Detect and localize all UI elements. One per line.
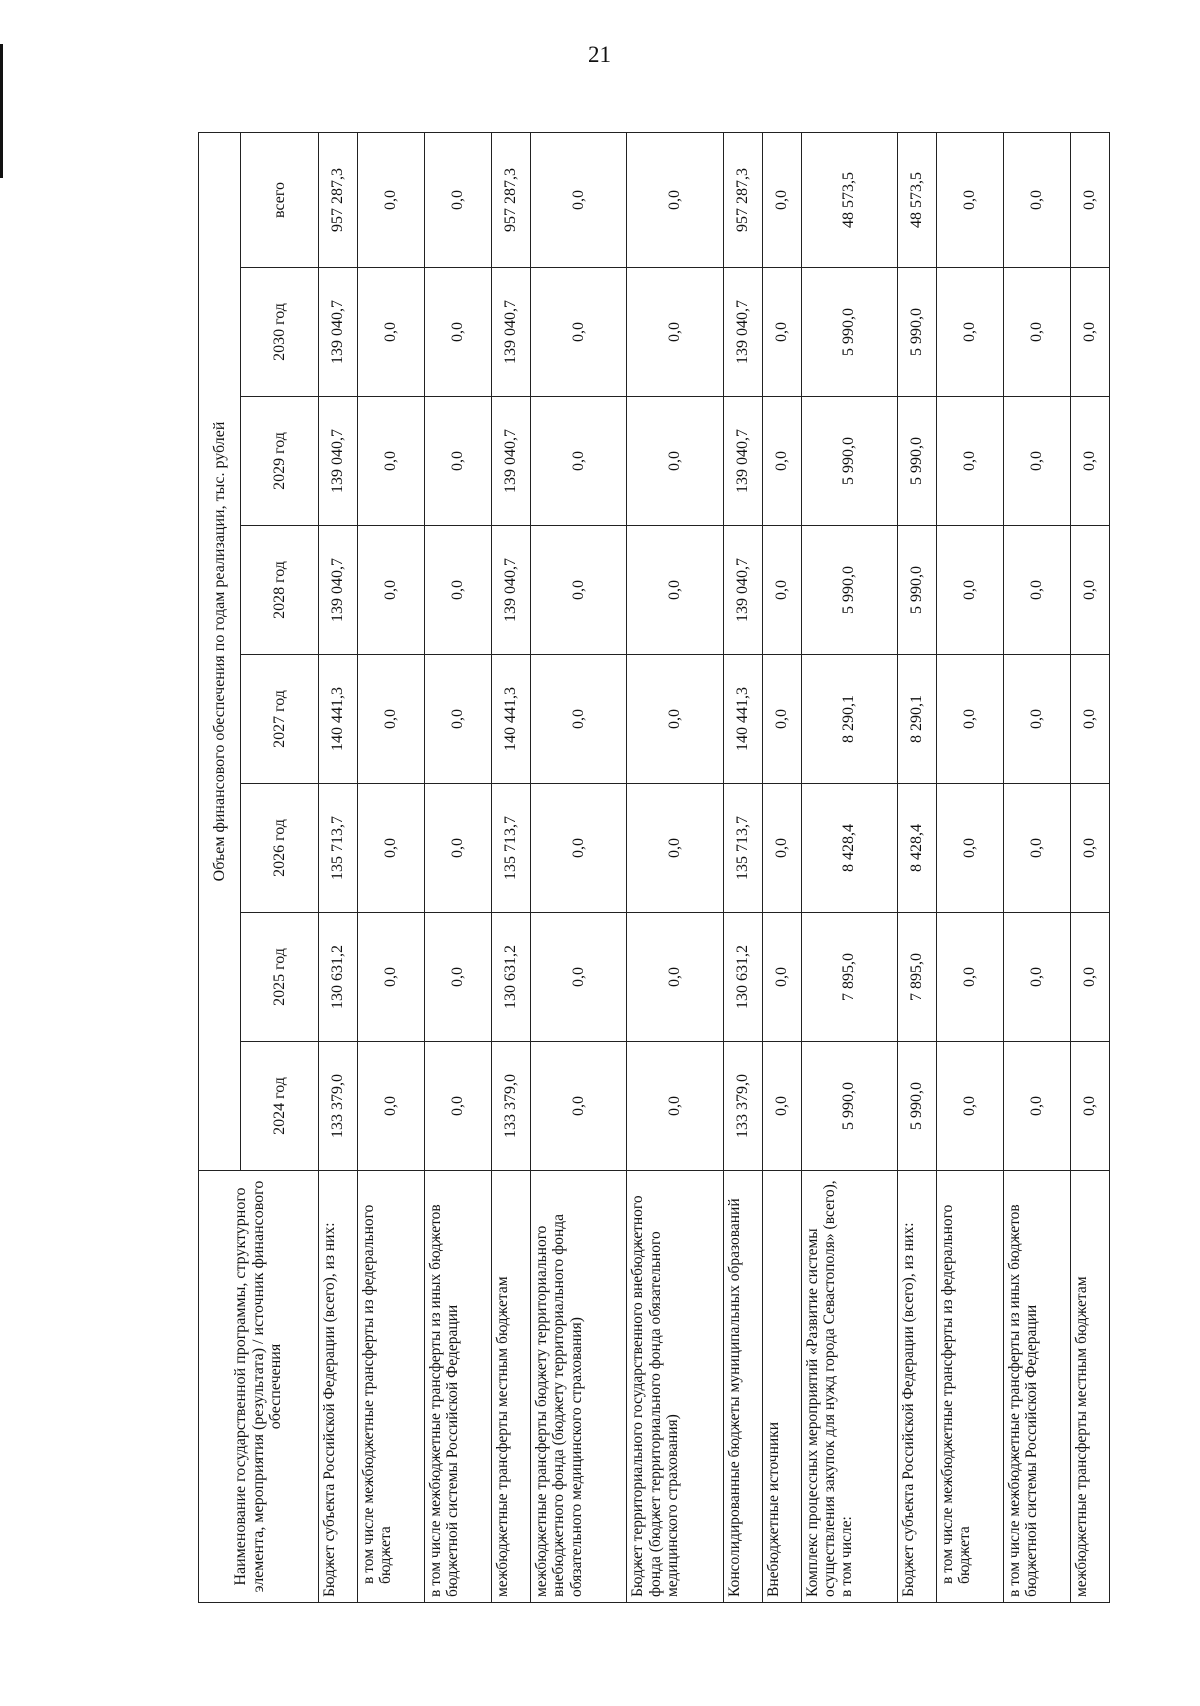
table-row (936, 132, 1003, 1602)
row-year-value: 0,0 (357, 784, 424, 913)
row-year-value: 135 713,7 (492, 784, 531, 913)
row-total-value: 957 287,3 (319, 132, 358, 267)
row-source-name: в том числе межбюджетные трансферты из федерального бюджета (936, 1171, 1003, 1603)
row-source-name: в том числе межбюджетные трансферты из иных бюджетов бюджетной системы Российской Федерации (424, 1171, 491, 1603)
row-total-value: 0,0 (1004, 132, 1071, 267)
row-source-name: межбюджетные трансферты бюджету территориального внебюджетного фонда (бюджету территориального фонда обязательного медицинского страхования) (530, 1171, 627, 1603)
row-year-value: 0,0 (1071, 397, 1110, 526)
row-year-value: 5 990,0 (898, 268, 937, 397)
row-source-name: Комплекс процессных мероприятий «Развитие системы осуществления закупок для нужд города Севастополя» (всего), в том числе: (801, 1171, 898, 1603)
financing-table-frame (198, 133, 1110, 1603)
row-year-value: 0,0 (357, 268, 424, 397)
row-source-name: межбюджетные трансферты местным бюджетам (492, 1171, 531, 1603)
year-header: 2028 год (241, 526, 319, 655)
row-year-value: 0,0 (627, 1042, 724, 1171)
row-total-value: 0,0 (936, 132, 1003, 267)
header-group: Объем финансового обеспечения по годам реализации, тыс. рублей (199, 132, 241, 1170)
table-row (762, 132, 801, 1602)
row-year-value: 0,0 (936, 1042, 1003, 1171)
year-header: 2027 год (241, 655, 319, 784)
row-year-value: 0,0 (424, 913, 491, 1042)
row-year-value: 5 990,0 (801, 268, 898, 397)
row-year-value: 0,0 (1004, 784, 1071, 913)
row-year-value: 0,0 (936, 526, 1003, 655)
row-year-value: 139 040,7 (319, 526, 358, 655)
row-year-value: 0,0 (627, 784, 724, 913)
row-year-value: 0,0 (424, 526, 491, 655)
row-year-value: 130 631,2 (492, 913, 531, 1042)
row-year-value: 0,0 (1004, 526, 1071, 655)
row-year-value: 139 040,7 (724, 268, 763, 397)
margin-bar (0, 44, 3, 178)
row-year-value: 0,0 (424, 1042, 491, 1171)
financing-table (198, 132, 1110, 1603)
row-year-value: 0,0 (762, 1042, 801, 1171)
row-year-value: 139 040,7 (319, 268, 358, 397)
year-header: 2030 год (241, 268, 319, 397)
row-year-value: 139 040,7 (492, 397, 531, 526)
row-year-value: 0,0 (424, 784, 491, 913)
row-year-value: 0,0 (1004, 268, 1071, 397)
row-year-value: 133 379,0 (492, 1042, 531, 1171)
year-header: 2025 год (241, 913, 319, 1042)
row-year-value: 8 290,1 (898, 655, 937, 784)
header-name: Наименование государственной программы, структурного элемента, мероприятия (результата) / источник финансового обеспечения (199, 1171, 319, 1603)
row-year-value: 0,0 (1071, 784, 1110, 913)
row-total-value: 48 573,5 (801, 132, 898, 267)
row-year-value: 0,0 (627, 526, 724, 655)
row-year-value: 8 428,4 (801, 784, 898, 913)
row-year-value: 0,0 (1004, 913, 1071, 1042)
row-source-name: межбюджетные трансферты местным бюджетам (1071, 1171, 1110, 1603)
row-year-value: 0,0 (936, 913, 1003, 1042)
row-year-value: 0,0 (627, 655, 724, 784)
row-year-value: 0,0 (357, 655, 424, 784)
row-source-name: в том числе межбюджетные трансферты из иных бюджетов бюджетной системы Российской Федерации (1004, 1171, 1071, 1603)
row-year-value: 5 990,0 (898, 526, 937, 655)
row-year-value: 133 379,0 (724, 1042, 763, 1171)
row-year-value: 139 040,7 (724, 526, 763, 655)
row-year-value: 5 990,0 (898, 397, 937, 526)
table-row (492, 132, 531, 1602)
row-year-value: 130 631,2 (724, 913, 763, 1042)
row-total-value: 0,0 (357, 132, 424, 267)
row-year-value: 139 040,7 (319, 397, 358, 526)
row-source-name: Бюджет территориального государственного внебюджетного фонда (бюджет территориального фонда обязательного медицинского страхования) (627, 1171, 724, 1603)
row-year-value: 0,0 (357, 397, 424, 526)
row-year-value: 135 713,7 (319, 784, 358, 913)
row-total-value: 0,0 (627, 132, 724, 267)
year-header: 2024 год (241, 1042, 319, 1171)
row-year-value: 0,0 (530, 913, 627, 1042)
row-year-value: 0,0 (424, 655, 491, 784)
row-year-value: 0,0 (530, 784, 627, 913)
row-year-value: 0,0 (936, 397, 1003, 526)
row-year-value: 0,0 (530, 1042, 627, 1171)
row-year-value: 7 895,0 (898, 913, 937, 1042)
row-total-value: 957 287,3 (492, 132, 531, 267)
row-year-value: 5 990,0 (801, 526, 898, 655)
row-source-name: Бюджет субъекта Российской Федерации (всего), из них: (319, 1171, 358, 1603)
row-year-value: 0,0 (936, 268, 1003, 397)
row-year-value: 0,0 (1071, 913, 1110, 1042)
row-year-value: 0,0 (762, 655, 801, 784)
total-header: всего (241, 132, 319, 267)
row-year-value: 5 990,0 (898, 1042, 937, 1171)
row-total-value: 0,0 (424, 132, 491, 267)
row-total-value: 0,0 (762, 132, 801, 267)
row-year-value: 0,0 (627, 913, 724, 1042)
row-total-value: 0,0 (1071, 132, 1110, 267)
row-year-value: 0,0 (530, 268, 627, 397)
table-row (1071, 132, 1110, 1602)
row-year-value: 0,0 (762, 268, 801, 397)
row-year-value: 135 713,7 (724, 784, 763, 913)
row-source-name: в том числе межбюджетные трансферты из федерального бюджета (357, 1171, 424, 1603)
row-year-value: 0,0 (424, 268, 491, 397)
row-year-value: 139 040,7 (492, 526, 531, 655)
page-number: 21 (588, 42, 611, 67)
row-year-value: 0,0 (1071, 655, 1110, 784)
row-source-name: Консолидированные бюджеты муниципальных образований (724, 1171, 763, 1603)
row-year-value: 0,0 (1004, 655, 1071, 784)
row-year-value: 0,0 (1004, 397, 1071, 526)
year-header: 2029 год (241, 397, 319, 526)
row-year-value: 0,0 (762, 397, 801, 526)
row-total-value: 48 573,5 (898, 132, 937, 267)
row-year-value: 0,0 (936, 784, 1003, 913)
row-year-value: 0,0 (530, 526, 627, 655)
row-year-value: 8 428,4 (898, 784, 937, 913)
row-year-value: 0,0 (627, 397, 724, 526)
row-total-value: 957 287,3 (724, 132, 763, 267)
row-year-value: 0,0 (1071, 268, 1110, 397)
row-year-value: 8 290,1 (801, 655, 898, 784)
row-year-value: 5 990,0 (801, 1042, 898, 1171)
year-header: 2026 год (241, 784, 319, 913)
row-year-value: 0,0 (530, 397, 627, 526)
row-year-value: 0,0 (1004, 1042, 1071, 1171)
table-row (530, 132, 627, 1602)
row-year-value: 0,0 (530, 655, 627, 784)
row-year-value: 5 990,0 (801, 397, 898, 526)
row-year-value: 0,0 (762, 784, 801, 913)
row-source-name: Бюджет субъекта Российской Федерации (всего), из них: (898, 1171, 937, 1603)
row-year-value: 140 441,3 (492, 655, 531, 784)
table-row (357, 132, 424, 1602)
table-row (319, 132, 358, 1602)
table-row (627, 132, 724, 1602)
row-year-value: 139 040,7 (724, 397, 763, 526)
row-source-name: Внебюджетные источники (762, 1171, 801, 1603)
row-total-value: 0,0 (530, 132, 627, 267)
row-year-value: 0,0 (1071, 526, 1110, 655)
row-year-value: 140 441,3 (319, 655, 358, 784)
row-year-value: 0,0 (424, 397, 491, 526)
row-year-value: 140 441,3 (724, 655, 763, 784)
row-year-value: 0,0 (357, 1042, 424, 1171)
row-year-value: 0,0 (627, 268, 724, 397)
row-year-value: 0,0 (1071, 1042, 1110, 1171)
table-row (898, 132, 937, 1602)
row-year-value: 0,0 (357, 526, 424, 655)
row-year-value: 0,0 (357, 913, 424, 1042)
row-year-value: 0,0 (936, 655, 1003, 784)
row-year-value: 7 895,0 (801, 913, 898, 1042)
row-year-value: 139 040,7 (492, 268, 531, 397)
row-year-value: 0,0 (762, 913, 801, 1042)
table-row (724, 132, 763, 1602)
table-row (801, 132, 898, 1602)
table-row (1004, 132, 1071, 1602)
row-year-value: 0,0 (762, 526, 801, 655)
row-year-value: 130 631,2 (319, 913, 358, 1042)
table-row (424, 132, 491, 1602)
row-year-value: 133 379,0 (319, 1042, 358, 1171)
